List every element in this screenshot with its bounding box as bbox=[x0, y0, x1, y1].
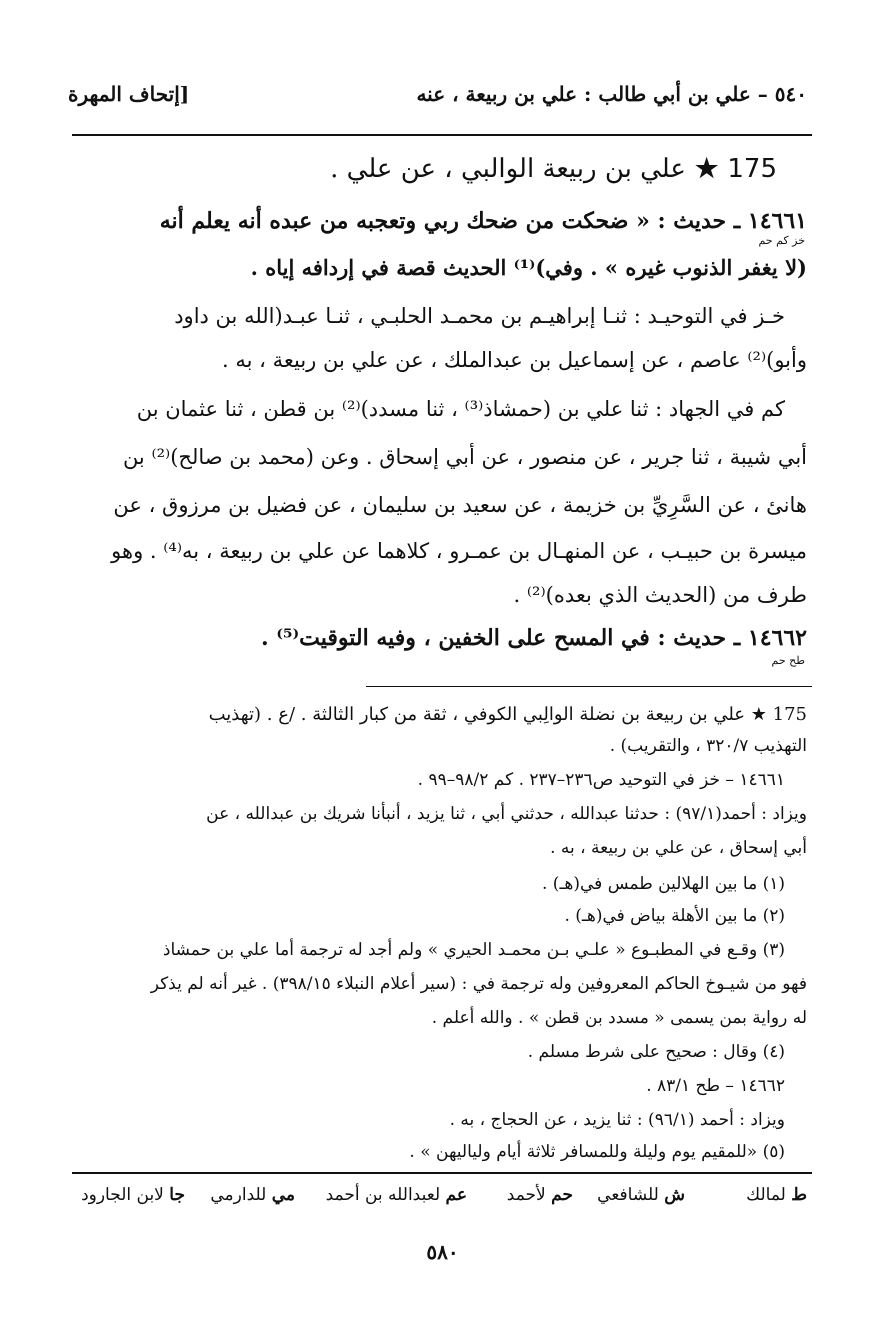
abbreviation-item: عم لعبدالله بن أحمد bbox=[325, 1185, 467, 1205]
footnote-note: (٥) «للمقيم يوم وليلة وللمسافر ثلاثة أيام ولياليهن » . bbox=[409, 1142, 785, 1162]
footnote-bio-line: التهذيب ٣٢٠/٧ ، والتقريب) . bbox=[609, 736, 807, 756]
abbreviation-item: مي للدارمي bbox=[210, 1185, 295, 1205]
paragraph-khz-line: وأبو)⁽²⁾ عاصم ، عن إسماعيل بن عبدالملك ، عن علي بن ربيعة ، به . bbox=[222, 348, 807, 372]
hadith-14661-sigla: خز كم حم bbox=[758, 234, 805, 247]
footnote-bio-line: 175 ★ علي بن ربيعة بن نضلة الوالِبي الكوفي ، ثقة من كبار الثالثة . /ع . (تهذيب bbox=[208, 704, 807, 725]
abbreviations-rule bbox=[72, 1172, 812, 1174]
abbreviation-item: ش للشافعي bbox=[597, 1185, 685, 1205]
paragraph-km-line: كم في الجهاد : ثنا علي بن (حمشاذ⁽³⁾ ، ثنا مسدد)⁽²⁾ بن قطن ، ثنا عثمان بن bbox=[136, 397, 785, 421]
paragraph-km-line: هانئ ، عن السَّرِيِّ بن خزيمة ، عن سعيد بن سليمان ، عن فضيل بن مرزوق ، عن bbox=[113, 493, 807, 517]
footnote-source-line: ١٤٦٦٢ – طح ٨٣/١ . bbox=[646, 1076, 785, 1096]
footnote-source-line: ويزاد : أحمد(٩٧/١) : حدثنا عبدالله ، حدثني أبي ، ثنا يزيد ، أنبأنا شريك بن عبدالله ، عن bbox=[206, 804, 807, 824]
abbreviation-item: ط لمالك bbox=[746, 1185, 807, 1205]
hadith-14662-line1: ١٤٦٦٢ ـ حديث : في المسح على الخفين ، وفيه التوقيت⁽⁵⁾ . bbox=[261, 625, 807, 651]
footnote-source-line: ويزاد : أحمد (٩٦/١) : ثنا يزيد ، عن الحجاج ، به . bbox=[449, 1110, 785, 1130]
footnote-note: (٢) ما بين الأهلة بياض في(هـ) . bbox=[564, 906, 785, 926]
hadith-14662-sigla: طح حم bbox=[771, 654, 805, 667]
paragraph-khz-line: خـز في التوحيـد : ثنـا إبراهيـم بن محمـد الحلبـي ، ثنـا عبـد(الله بن داود bbox=[174, 304, 785, 328]
hadith-14661-line2: (لا يغفر الذنوب غيره » . وفي)⁽¹⁾ الحديث قصة في إردافه إياه . bbox=[250, 255, 807, 280]
footnote-note: (٤) وقال : صحيح على شرط مسلم . bbox=[527, 1042, 785, 1062]
footnote-source-line: ١٤٦٦١ – خز في التوحيد ص٢٣٦–٢٣٧ . كم ٩٨/٢–٩٩ . bbox=[417, 770, 785, 790]
abbreviation-item: حم لأحمد bbox=[506, 1185, 573, 1205]
section-number: 175 bbox=[727, 154, 777, 184]
paragraph-km-line: أبي شيبة ، ثنا جرير ، عن منصور ، عن أبي إسحاق . وعن (محمد بن صالح)⁽²⁾ بن bbox=[122, 445, 807, 469]
running-header-title: ٥٤٠ – علي بن أبي طالب : علي بن ربيعة ، عنه bbox=[416, 82, 807, 106]
footnote-note: (٣) وقـع في المطبـوع « علـي بـن محمـد الحيري » ولم أجد له ترجمة أما علي بن حمشاذ bbox=[162, 940, 785, 960]
page-number: ٥٨٠ bbox=[426, 1240, 459, 1264]
header-rule bbox=[72, 134, 812, 136]
hadith-14661-line1: ١٤٦٦١ ـ حديث : « ضحكت من ضحك ربي وتعجبه من عبده أنه يعلم أنه bbox=[159, 208, 807, 234]
section-title: علي بن ربيعة الوالبي ، عن علي . bbox=[330, 154, 686, 184]
running-header-book: [إتحاف المهرة bbox=[68, 82, 190, 106]
footnote-note: (١) ما بين الهلالين طمس في(هـ) . bbox=[542, 874, 785, 894]
abbreviation-item: جا لابن الجارود bbox=[81, 1185, 185, 1205]
footnote-source-line: أبي إسحاق ، عن علي بن ربيعة ، به . bbox=[550, 838, 807, 858]
footnote-separator bbox=[366, 686, 812, 687]
star-icon: ★ bbox=[694, 154, 719, 184]
footnote-note: له رواية بمن يسمى « مسدد بن قطن » . والله أعلم . bbox=[431, 1008, 807, 1028]
paragraph-km-line: طرف من (الحديث الذي بعده)⁽²⁾ . bbox=[513, 583, 807, 607]
footnote-note: فهو من شيـوخ الحاكم المعروفين وله ترجمة في : (سير أعلام النبلاء ٣٩٨/١٥) . غير أنه لم يذكر bbox=[150, 974, 807, 994]
paragraph-km-line: ميسرة بن حبيـب ، عن المنهـال بن عمـرو ، كلاهما عن علي بن ربيعة ، به⁽⁴⁾ . وهو bbox=[111, 539, 807, 563]
section-heading bbox=[330, 150, 777, 188]
